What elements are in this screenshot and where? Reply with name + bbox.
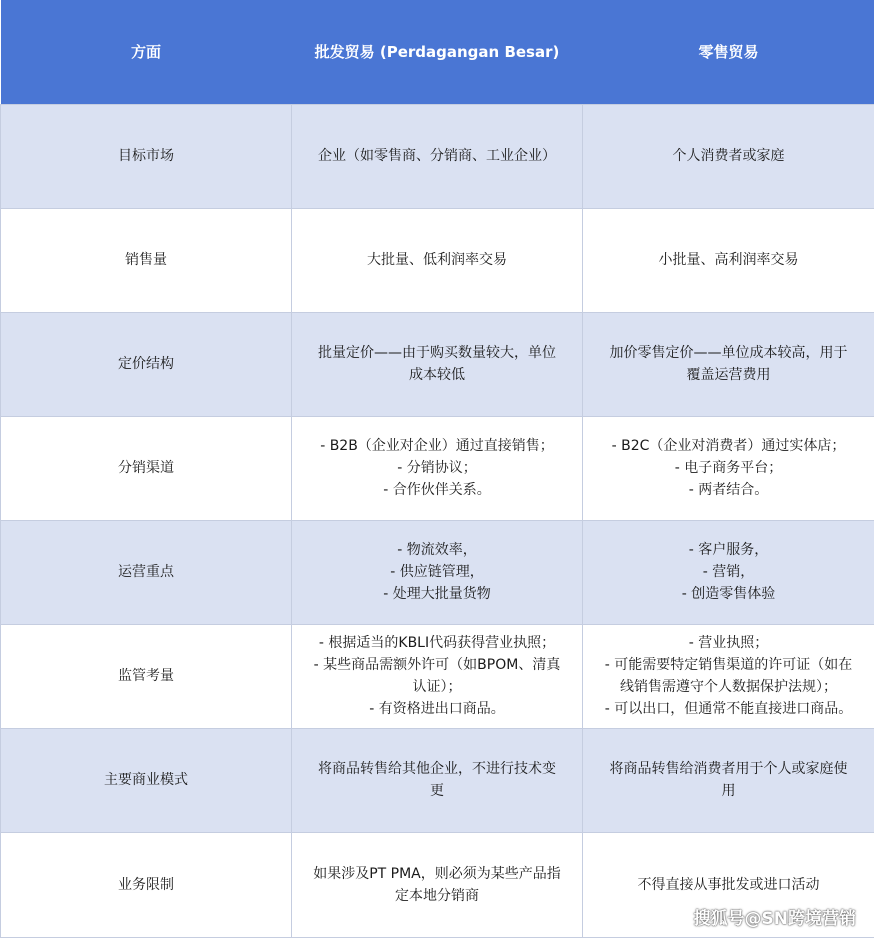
cell-line: 认证）；	[300, 676, 574, 698]
cell-line: 企业（如零售商、分销商、工业企业）	[300, 145, 574, 167]
cell-line: - 客户服务，	[591, 539, 866, 561]
cell-retail	[583, 416, 874, 520]
cell-line: 大批量、低利润率交易	[300, 249, 574, 271]
cell-line: 成本较低	[300, 364, 574, 386]
cell-line: - 两者结合。	[591, 479, 866, 501]
cell-line: 批量定价——由于购买数量较大，单位	[300, 342, 574, 364]
cell-line: 加价零售定价——单位成本较高，用于	[591, 342, 866, 364]
cell-line: 线销售需遵守个人数据保护法规）；	[591, 676, 866, 698]
table-row	[1, 208, 874, 312]
cell-wholesale	[292, 416, 583, 520]
cell-line: 小批量、高利润率交易	[591, 249, 866, 271]
cell-line: - 创造零售体验	[591, 583, 866, 605]
cell-line: - 有资格进出口商品。	[300, 698, 574, 720]
cell-line: - 可以出口，但通常不能直接进口商品。	[591, 698, 866, 720]
cell-aspect: 业务限制	[1, 832, 292, 937]
cell-aspect: 监管考量	[1, 624, 292, 728]
cell-line: - 处理大批量货物	[300, 583, 574, 605]
cell-line: - B2C（企业对消费者）通过实体店；	[591, 435, 866, 457]
cell-aspect: 销售量	[1, 208, 292, 312]
cell-wholesale	[292, 728, 583, 832]
cell-line: 用	[591, 780, 866, 802]
cell-retail	[583, 728, 874, 832]
header-aspect: 方面	[1, 0, 292, 104]
cell-line: - B2B（企业对企业）通过直接销售；	[300, 435, 574, 457]
table-row	[1, 416, 874, 520]
cell-line: 更	[300, 780, 574, 802]
cell-aspect: 目标市场	[1, 104, 292, 208]
cell-line: - 营业执照；	[591, 632, 866, 654]
cell-retail	[583, 312, 874, 416]
cell-line: 个人消费者或家庭	[591, 145, 866, 167]
table-row	[1, 624, 874, 728]
cell-aspect: 定价结构	[1, 312, 292, 416]
cell-aspect: 分销渠道	[1, 416, 292, 520]
cell-retail	[583, 624, 874, 728]
cell-line: 定本地分销商	[300, 885, 574, 907]
table-header-row	[1, 0, 874, 104]
cell-wholesale	[292, 104, 583, 208]
cell-line: - 可能需要特定销售渠道的许可证（如在	[591, 654, 866, 676]
cell-line: 将商品转售给消费者用于个人或家庭使	[591, 758, 866, 780]
cell-line: - 电子商务平台；	[591, 457, 866, 479]
table-row	[1, 312, 874, 416]
cell-aspect: 主要商业模式	[1, 728, 292, 832]
table-row	[1, 520, 874, 624]
cell-line: - 根据适当的KBLI代码获得营业执照；	[300, 632, 574, 654]
cell-line: - 分销协议；	[300, 457, 574, 479]
cell-wholesale	[292, 312, 583, 416]
cell-retail	[583, 208, 874, 312]
cell-line: 不得直接从事批发或进口活动	[591, 874, 866, 896]
cell-line: - 某些商品需额外许可（如BPOM、清真	[300, 654, 574, 676]
cell-line: 如果涉及PT PMA，则必须为某些产品指	[300, 863, 574, 885]
cell-retail	[583, 520, 874, 624]
cell-line: 覆盖运营费用	[591, 364, 866, 386]
cell-line: 将商品转售给其他企业，不进行技术变	[300, 758, 574, 780]
header-retail: 零售贸易	[583, 0, 874, 104]
cell-wholesale	[292, 520, 583, 624]
cell-retail	[583, 104, 874, 208]
cell-wholesale	[292, 208, 583, 312]
cell-aspect: 运营重点	[1, 520, 292, 624]
cell-line: - 物流效率，	[300, 539, 574, 561]
cell-wholesale	[292, 832, 583, 937]
table-row	[1, 728, 874, 832]
header-wholesale: 批发贸易 (Perdagangan Besar)	[292, 0, 583, 104]
cell-wholesale	[292, 624, 583, 728]
table-row	[1, 104, 874, 208]
cell-line: - 营销，	[591, 561, 866, 583]
cell-line: - 合作伙伴关系。	[300, 479, 574, 501]
cell-line: - 供应链管理，	[300, 561, 574, 583]
watermark: 搜狐号@SN跨境营销	[694, 904, 856, 929]
